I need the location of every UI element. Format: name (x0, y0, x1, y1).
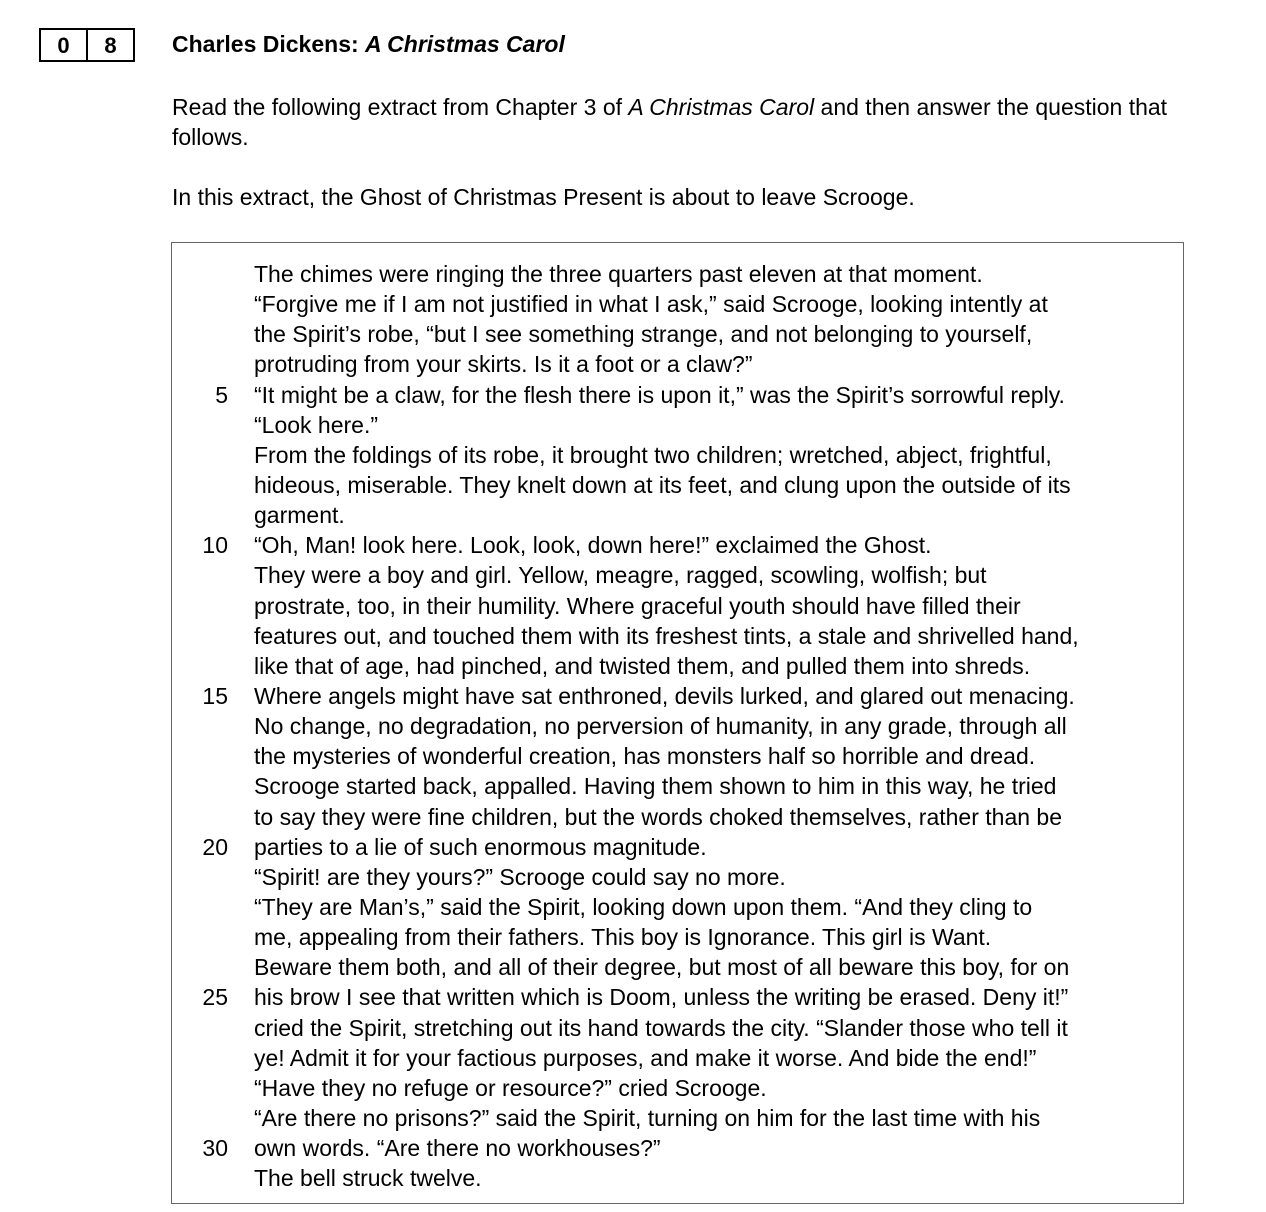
question-heading (172, 29, 565, 59)
extract-line-text: From the foldings of its robe, it brought two children; wretched, abject, frightful, (254, 441, 1052, 468)
extract-line (172, 1013, 1183, 1043)
extract-line (172, 862, 1183, 892)
line-number: 25 (202, 984, 228, 1011)
extract-line-text: protruding from your skirts. Is it a foot or a claw?” (254, 351, 753, 378)
extract-line (172, 711, 1183, 741)
extract-line (172, 560, 1183, 590)
question-number-box (39, 28, 135, 62)
question-number-digit: 0 (57, 33, 70, 58)
extract-line-text: garment. (254, 502, 345, 529)
extract-line-text: “Are there no prisons?” said the Spirit, turning on him for the last time with his (254, 1104, 1041, 1131)
extract-line (172, 982, 1183, 1012)
extract-line-text: his brow I see that written which is Doom, unless the writing be erased. Deny it!” (254, 984, 1069, 1011)
extract-line-text: “It might be a claw, for the flesh there is upon it,” was the Spirit’s sorrowful reply. (254, 381, 1065, 408)
question-number-digit: 8 (86, 30, 133, 60)
extract-line-text: The bell struck twelve. (254, 1165, 482, 1192)
extract-line-text: No change, no degradation, no perversion of humanity, in any grade, through all (254, 713, 1067, 740)
instructions-text-before: Read the following extract from Chapter 3 of (172, 94, 629, 120)
extract-line (172, 802, 1183, 832)
extract-line (172, 591, 1183, 621)
extract-line-text: “They are Man’s,” said the Spirit, looking down upon them. “And they cling to (254, 893, 1033, 920)
extract-line (172, 681, 1183, 711)
instructions-title: A Christmas Carol (628, 94, 815, 120)
extract-line-text: “Spirit! are they yours?” Scrooge could say no more. (254, 863, 786, 890)
extract-line-text: “Forgive me if I am not justified in what I ask,” said Scrooge, looking intently at (254, 291, 1048, 318)
extract-line-text: Beware them both, and all of their degree, but most of all beware this boy, for on (254, 954, 1070, 981)
extract-line (172, 1133, 1183, 1163)
extract-line (172, 259, 1183, 289)
extract-line (172, 771, 1183, 801)
extract-line (172, 349, 1183, 379)
extract-line (172, 289, 1183, 319)
extract-line (172, 832, 1183, 862)
line-number: 15 (202, 682, 228, 709)
extract-line-text: features out, and touched them with its freshest tints, a stale and shrivelled hand, (254, 622, 1079, 649)
extract-line-text: own words. “Are there no workhouses?” (254, 1135, 661, 1162)
extract-line-text: cried the Spirit, stretching out its hand towards the city. “Slander those who tell it (254, 1014, 1068, 1041)
heading-author: Charles Dickens: (172, 31, 359, 57)
extract-line-text: Where angels might have sat enthroned, devils lurked, and glared out menacing. (254, 682, 1075, 709)
extract-line (172, 410, 1183, 440)
extract-line-text: “Oh, Man! look here. Look, look, down here!” exclaimed the Ghost. (254, 532, 932, 559)
extract-line (172, 470, 1183, 500)
extract-line-text: like that of age, had pinched, and twisted them, and pulled them into shreds. (254, 652, 1031, 679)
line-number: 10 (202, 532, 228, 559)
extract-line (172, 922, 1183, 952)
extract-context: In this extract, the Ghost of Christmas Present is about to leave Scrooge. (172, 184, 915, 210)
line-number: 5 (215, 381, 228, 408)
extract-line-text: me, appealing from their fathers. This boy is Ignorance. This girl is Want. (254, 924, 992, 951)
extract-line (172, 440, 1183, 470)
extract-line-text: hideous, miserable. They knelt down at its feet, and clung upon the outside of its (254, 471, 1071, 498)
extract-line (172, 1103, 1183, 1133)
extract-line-text: to say they were fine children, but the words choked themselves, rather than be (254, 803, 1062, 830)
extract-line (172, 952, 1183, 982)
extract-line-text: The chimes were ringing the three quarters past eleven at that moment. (254, 261, 983, 287)
extract-line (172, 530, 1183, 560)
extract-line-text: “Look here.” (254, 411, 379, 438)
extract-lines (172, 259, 1183, 1193)
extract-line (172, 892, 1183, 922)
extract-line-text: the mysteries of wonderful creation, has monsters half so horrible and dread. (254, 743, 1036, 770)
extract-line-text: “Have they no refuge or resource?” cried Scrooge. (254, 1074, 767, 1101)
extract-line (172, 500, 1183, 530)
extract-line-text: ye! Admit it for your factious purposes, and make it worse. And bide the end!” (254, 1044, 1037, 1071)
extract-line (172, 651, 1183, 681)
extract-line (172, 380, 1183, 410)
extract-line-text: the Spirit’s robe, “but I see something strange, and not belonging to yourself, (254, 321, 1033, 348)
extract-line (172, 1073, 1183, 1103)
extract-line (172, 1163, 1183, 1193)
extract-line-text: prostrate, too, in their humility. Where graceful youth should have filled their (254, 592, 1021, 619)
extract-box (171, 242, 1184, 1204)
extract-line-text: Scrooge started back, appalled. Having them shown to him in this way, he tried (254, 773, 1057, 800)
extract-line-text: They were a boy and girl. Yellow, meagre, ragged, scowling, wolfish; but (254, 562, 987, 589)
extract-line (172, 621, 1183, 651)
line-number: 30 (202, 1135, 228, 1162)
extract-line (172, 1043, 1183, 1073)
instructions-text-after: and then answer the question that follows. (172, 94, 1168, 150)
extract-line-text: parties to a lie of such enormous magnitude. (254, 833, 707, 860)
line-number: 20 (202, 833, 228, 860)
heading-title: A Christmas Carol (365, 31, 565, 57)
instructions-paragraph (172, 92, 1182, 152)
instructions (172, 92, 1182, 152)
extract-line (172, 741, 1183, 771)
extract-line (172, 319, 1183, 349)
